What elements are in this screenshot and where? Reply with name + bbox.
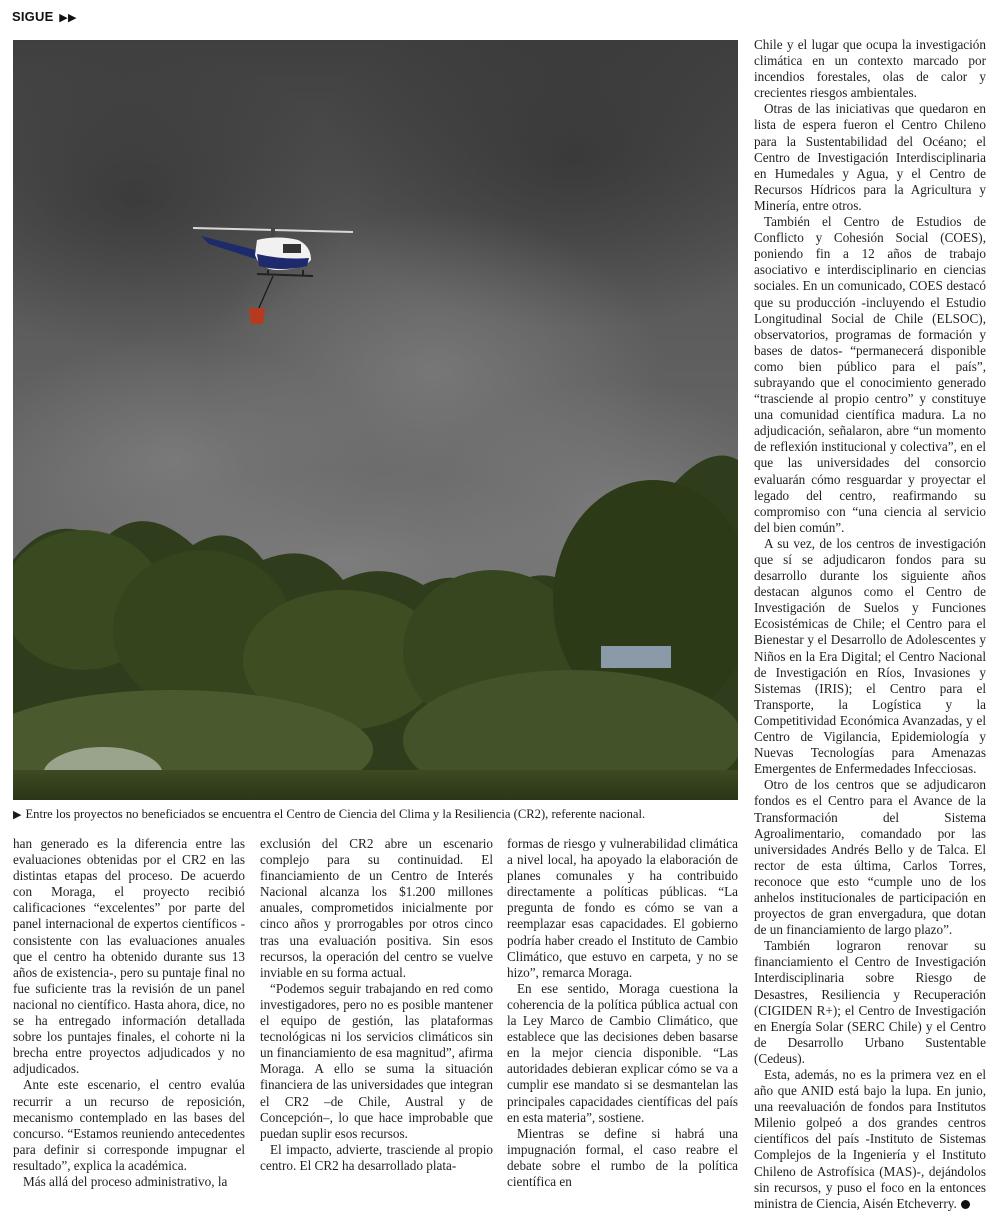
end-of-article-icon	[961, 1200, 970, 1209]
paragraph: El impacto, advierte, trasciende al propio centro. El CR2 ha desarrollado plata-	[260, 1141, 493, 1173]
helicopter-wildfire-illustration	[13, 40, 738, 800]
paragraph: exclusión del CR2 abre un escenario complejo para su continuidad. El financiamiento de un Centro de Interés Nacional alcanza los $1.200 millones anuales, comprometidos inicialmente por cinco años y prorrogables por otros cinco tras una evaluación positiva. Sin esos recursos, la operación del centro se vuelve inviable en su forma actual.	[260, 836, 493, 980]
article-column-3	[507, 836, 738, 1190]
paragraph: han generado es la diferencia entre las evaluaciones obtenidas por el CR2 en las distintas etapas del proceso. De acuerdo con Moraga, el proyecto recibió calificaciones “excelentes” por parte del panel internacional de expertos científicos -consistente con las evaluaciones anuales que el centro ha obtenido durante sus 13 años de existencia-, pero su puntaje final no fue suficiente tras la revisión de un panel nacional no científico. Hasta ahora, dice, no se ha entregado información detallada sobre los puntajes finales, el cohorte ni la brecha entre proyectos adjudicados y no adjudicados.	[13, 836, 245, 1077]
paragraph: También el Centro de Estudios de Conflicto y Cohesión Social (COES), poniendo fin a 12 años de trabajo asociativo e interdisciplinario en ciencias sociales. En un comunicado, COES destacó que su producción -incluyendo el Estudio Longitudinal Social de Chile (ELSOC), observatorios, programas de formación y bases de datos- “permanecerá disponible como bien público para el país”, subrayando que el conocimiento generado “trasciende al propio centro” y constituye una comunidad científica madura. La no adjudicación, señalaron, abre “un momento de reflexión institucional y colectiva”, en el que las universidades del consorcio evaluarán cómo resguardar y proyectar el legado del centro, reafirmando su compromiso con “una ciencia al servicio del bien común”.	[754, 214, 986, 535]
paragraph-text: Esta, además, no es la primera vez en el año que ANID está bajo la lupa. En junio, una reevaluación de fondos para Institutos Milenio golpeó a dos grandes centros científicos del país -Instituto de Sistemas Complejos de la Ingeniería y el Instituto Chileno de Astrofísica (MAS)-, dejándolos sin recursos, y puso el foco en la entonces ministra de Ciencia, Aisén Etcheverry.	[754, 1067, 986, 1211]
continues-text: SIGUE	[12, 9, 54, 24]
paragraph: A su vez, de los centros de investigación que sí se adjudicaron fondos para su desarrollo durante los siguiente años destacan algunos como el Centro de Investigación de Suelos y Funciones Ecosistémicas de Chile; el Centro para el Bienestar y el Desarrollo de Adolescentes y Niños en la Era Digital; el Centro Nacional de Investigación en Ríos, Invasiones y Sistemas (IRIS); el Centro para el Transporte, la Logística y la Competitividad Económica Avanzadas, y el Centro de Vigilancia, Epidemiología y Nuevas Tecnologías para Amenazas Emergentes de Enfermedades Infecciosas.	[754, 535, 986, 777]
paragraph: Mientras se define si habrá una impugnación formal, el caso reabre el debate sobre el rumbo de la política científica en	[507, 1125, 738, 1189]
double-arrow-icon: ▶▶	[59, 12, 77, 24]
final-paragraph	[754, 1067, 986, 1212]
caption-text: Entre los proyectos no beneficiados se encuentra el Centro de Ciencia del Clima y la Resiliencia (CR2), referente nacional.	[25, 807, 646, 821]
paragraph: Otras de las iniciativas que quedaron en lista de espera fueron el Centro Chileno para la Sustentabilidad del Océano; el Centro de Investigación Interdisciplinaria en Humedales y Agua, y el Centro de Recursos Hídricos para la Agricultura y Minería, entre otros.	[754, 101, 986, 213]
paragraph: En ese sentido, Moraga cuestiona la coherencia de la política pública actual con la Ley Marco de Cambio Climático, que establece que las decisiones deben basarse en la mejor ciencia disponible. “Las autoridades debieran explicar cómo se va a cumplir ese mandato si se desmantelan las principales capacidades científicas del país en esta materia”, sostiene.	[507, 980, 738, 1125]
photo-caption	[13, 807, 753, 823]
paragraph: Chile y el lugar que ocupa la investigación climática en un contexto marcado por incendios forestales, olas de calor y crecientes riesgos ambientales.	[754, 37, 986, 101]
caption-arrow-icon: ▶	[13, 809, 22, 821]
article-column-1	[13, 836, 245, 1190]
paragraph: Otro de los centros que se adjudicaron fondos es el Centro para el Avance de la Transformación del Sistema Agroalimentario, comandado por las universidades Andrés Bello y de Talca. El rector de esta última, Carlos Torres, reconoce que esto “cumple uno de los anhelos institucionales de participación en proyectos de gran envergadura, que dotan de un financiamiento de largo plazo”.	[754, 777, 986, 938]
article-column-4	[754, 37, 986, 1212]
paragraph: Ante este escenario, el centro evalúa recurrir a un recurso de reposición, mecanismo contemplado en las bases del concurso. “Estamos reuniendo antecedentes para definir si corresponde impugnar el resultado”, explica la académica.	[13, 1077, 245, 1173]
article-column-2	[260, 836, 493, 1174]
paragraph: También lograron renovar su financiamiento el Centro de Investigación Interdisciplinaria sobre Riesgo de Desastres, Resiliencia y Recuperación (CIGIDEN R+); el Centro de Investigación en Energía Solar (SERC Chile) y el Centro de Desarrollo Urbano Sustentable (Cedeus).	[754, 938, 986, 1066]
paragraph: Más allá del proceso administrativo, la	[23, 1173, 228, 1189]
continues-label	[12, 9, 77, 24]
paragraph: “Podemos seguir trabajando en red como investigadores, pero no es posible mantener el equipo de gestión, las plataformas tecnológicas ni los servicios climáticos sin un financiamiento de esa magnitud”, afirma Moraga. A ello se suma la situación financiera de las universidades que integran el CR2 –de Chile, Austral y de Concepción–, lo que hace improbable que puedan suplir esos recursos.	[260, 980, 493, 1141]
news-photo	[13, 40, 738, 800]
paragraph: formas de riesgo y vulnerabilidad climática a nivel local, ha apoyado la elaboración de planes comunales y ha contribuido directamente a políticas públicas. “La pregunta de fondo es cómo se van a reemplazar esas capacidades. El gobierno podría haber creado el Instituto de Cambio Climático, que estuvo en carpeta, y no se hizo”, remarca Moraga.	[507, 836, 738, 980]
